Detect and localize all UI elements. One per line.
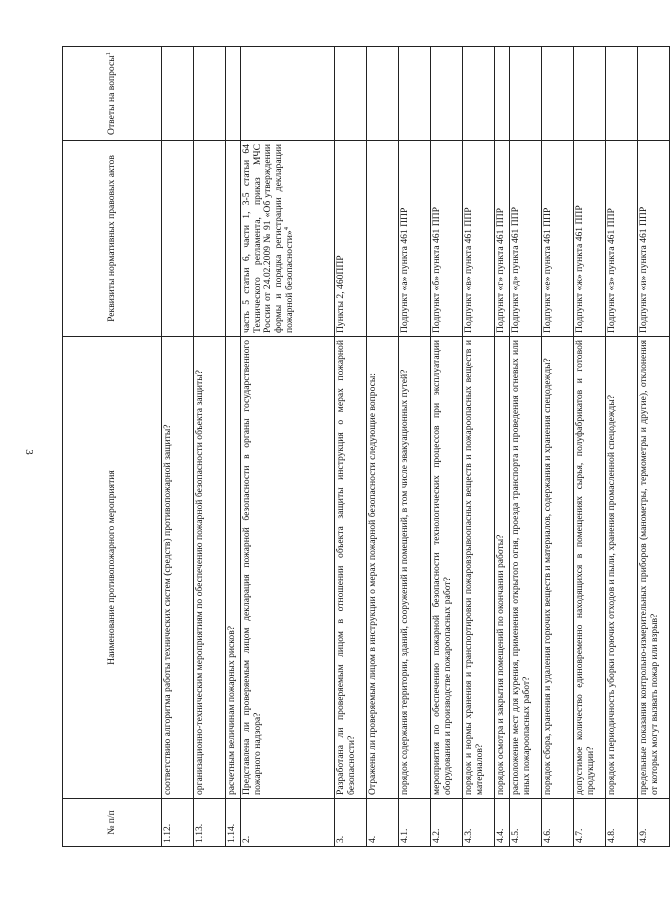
header-answers-label: Ответы на вопросы <box>105 55 117 135</box>
row-number: 1.14. <box>226 799 241 847</box>
header-legal-references: Реквизиты нормативных правовых актов <box>63 141 162 337</box>
row-answer-cell[interactable] <box>574 47 606 141</box>
table-row <box>226 47 241 847</box>
row-number: 4.5. <box>510 799 542 847</box>
table-row <box>194 47 226 847</box>
row-measure: порядок осмотра и закрытия помещений по окончании работы? <box>495 337 510 799</box>
header-number: № п/п <box>63 799 162 847</box>
row-measure: Отражены ли проверяемым лицом в инструкции о мерах пожарной безопасности следующие вопросы: <box>367 337 399 799</box>
row-reference: Подпункт «г» пункта 461 ППР <box>495 141 510 337</box>
table-row <box>510 47 542 847</box>
table-row <box>495 47 510 847</box>
table-row <box>606 47 638 847</box>
header-answers <box>63 47 162 141</box>
row-reference <box>162 141 194 337</box>
row-number: 4.4. <box>495 799 510 847</box>
row-measure: порядок сбора, хранения и удаления горючих веществ и материалов, содержания и хранения спецодежды? <box>542 337 574 799</box>
table-row <box>463 47 495 847</box>
header-measure-name: Наименование противопожарного мероприятия <box>63 337 162 799</box>
row-reference <box>226 141 241 337</box>
row-number: 4.3. <box>463 799 495 847</box>
row-measure: расположение мест для курения, применения открытого огня, проезда транспорта и проведения огневых или иных пожароопасных работ? <box>510 337 542 799</box>
table-row <box>241 47 335 847</box>
row-measure: порядок и периодичность уборки горючих отходов и пыли, хранения промасленной спецодежды? <box>606 337 638 799</box>
row-reference: Подпункт «и» пункта 461 ППР <box>638 141 670 337</box>
row-reference: Подпункт «б» пункта 461 ППР <box>431 141 463 337</box>
row-answer-cell[interactable] <box>495 47 510 141</box>
row-answer-cell[interactable] <box>335 47 367 141</box>
row-answer-cell[interactable] <box>431 47 463 141</box>
checklist-table <box>62 46 670 847</box>
row-number: 4.2. <box>431 799 463 847</box>
row-measure: Разработана ли проверяемым лицом в отношении объекта защиты инструкция о мерах пожарной безопасности? <box>335 337 367 799</box>
row-measure: расчетным величинам пожарных рисков? <box>226 337 241 799</box>
row-answer-cell[interactable] <box>226 47 241 141</box>
row-number: 2. <box>241 799 335 847</box>
table-header-row <box>63 47 162 847</box>
row-reference <box>194 141 226 337</box>
row-reference: Пункты 2, 460ППР <box>335 141 367 337</box>
row-measure: порядок и нормы хранения и транспортировки пожаровзрывоопасных веществ и пожароопасных веществ и материалов? <box>463 337 495 799</box>
row-number: 4.6. <box>542 799 574 847</box>
row-reference: Подпункт «е» пункта 461 ППР <box>542 141 574 337</box>
row-reference: Подпункт «з» пункта 461 ППР <box>606 141 638 337</box>
table-row <box>431 47 463 847</box>
footnote-marker: 4 <box>282 227 290 231</box>
row-answer-cell[interactable] <box>463 47 495 141</box>
row-reference: Подпункт «д» пункта 461 ППР <box>510 141 542 337</box>
row-number: 4. <box>367 799 399 847</box>
row-reference <box>367 141 399 337</box>
row-reference: Подпункт «ж» пункта 461 ППР <box>574 141 606 337</box>
row-measure: соответствию алгоритма работы технических систем (средств) противопожарной защиты? <box>162 337 194 799</box>
footnote-marker: 1 <box>104 52 112 56</box>
table-row <box>542 47 574 847</box>
row-reference: Подпункт «а» пункта 461 ППР <box>399 141 431 337</box>
row-answer-cell[interactable] <box>638 47 670 141</box>
row-measure: организационно-техническим мероприятиям по обеспечению пожарной безопасности объекта защиты? <box>194 337 226 799</box>
row-answer-cell[interactable] <box>194 47 226 141</box>
table-row <box>638 47 670 847</box>
row-answer-cell[interactable] <box>162 47 194 141</box>
row-answer-cell[interactable] <box>542 47 574 141</box>
row-number: 1.13. <box>194 799 226 847</box>
table-row <box>399 47 431 847</box>
page-number: 3 <box>23 449 35 455</box>
row-number: 4.8. <box>606 799 638 847</box>
row-number: 4.9. <box>638 799 670 847</box>
row-measure: Представлена ли проверяемым лицом декларация пожарной безопасности в органы государственного пожарного надзора? <box>241 337 335 799</box>
table-row <box>367 47 399 847</box>
row-answer-cell[interactable] <box>606 47 638 141</box>
row-number: 3. <box>335 799 367 847</box>
row-answer-cell[interactable] <box>399 47 431 141</box>
row-measure: допустимое количество единовременно находящихся в помещениях сырья, полуфабрикатов и готовой продукции? <box>574 337 606 799</box>
row-answer-cell[interactable] <box>510 47 542 141</box>
row-number: 4.7. <box>574 799 606 847</box>
row-number: 4.1. <box>399 799 431 847</box>
row-measure: предельные показания контрольно-измерительных приборов (манометры, термометры и другие), отклонения от которых могут вызвать пожар или взрыв? <box>638 337 670 799</box>
row-reference: Подпункт «в» пункта 461 ППР <box>463 141 495 337</box>
table-row <box>162 47 194 847</box>
row-measure: порядок содержания территории, зданий, сооружений и помещений, в том числе эвакуационных путей? <box>399 337 431 799</box>
row-number: 1.12. <box>162 799 194 847</box>
table-row <box>574 47 606 847</box>
row-answer-cell[interactable] <box>241 47 335 141</box>
row-measure: мероприятия по обеспечению пожарной безопасности технологических процессов при эксплуатации оборудования и производстве пожароопасных работ? <box>431 337 463 799</box>
row-reference-text: часть 5 статьи 6, части 1, 3-5 статьи 64 Технического регламента, приказ МЧС России от 24.02.2009 № 91 «Об утверждении формы и порядка регистрации декларации пожарной безопасности» <box>241 144 295 333</box>
row-reference <box>241 141 335 337</box>
table-row <box>335 47 367 847</box>
row-answer-cell[interactable] <box>367 47 399 141</box>
